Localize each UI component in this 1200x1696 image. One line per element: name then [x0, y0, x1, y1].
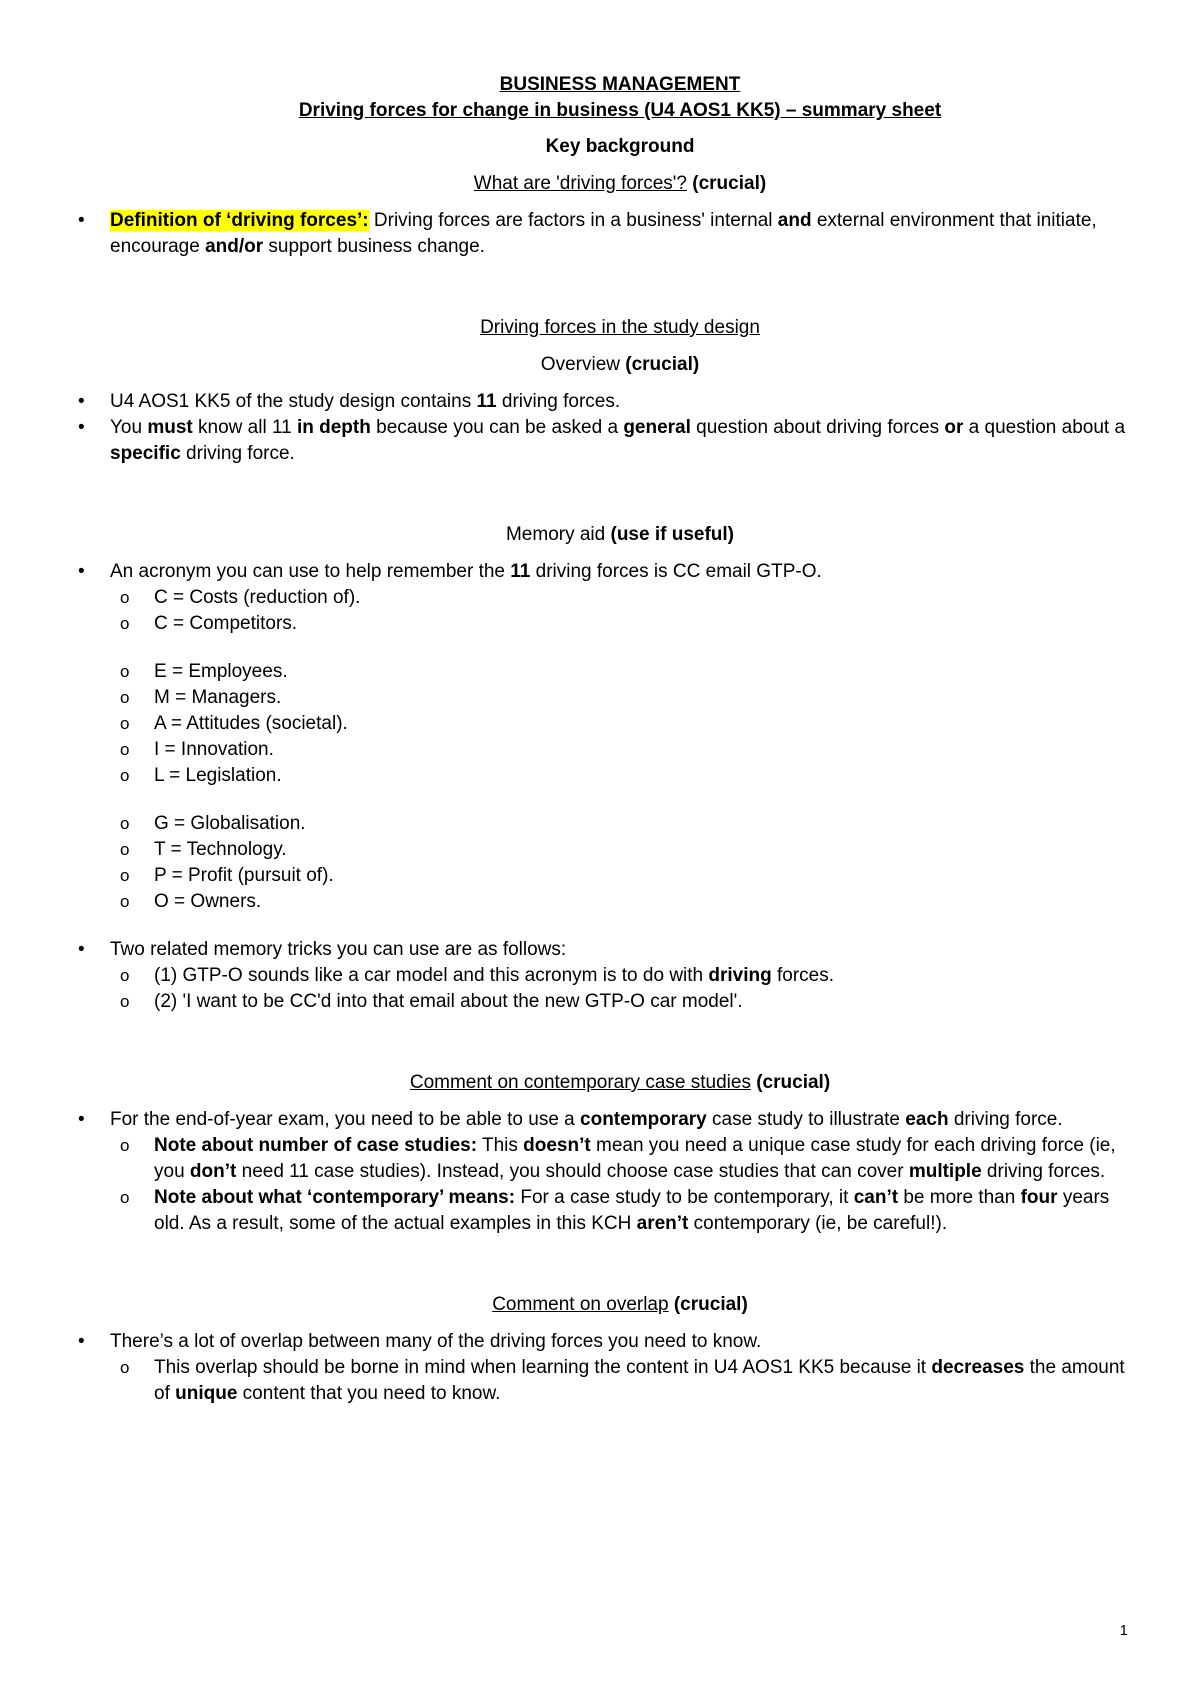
heading-text: What are 'driving forces'?	[473, 173, 687, 194]
acronym-text: I = Innovation.	[154, 739, 274, 760]
heading-overlap	[110, 1292, 1130, 1318]
acronym-text: T = Technology.	[154, 839, 287, 860]
text-run: content that you need to know.	[237, 1383, 501, 1404]
text-run: external environment that initiate, encourage	[110, 210, 1097, 257]
heading-tag: (crucial)	[673, 1294, 748, 1315]
spacer	[110, 637, 1130, 659]
heading-text: Overview	[540, 354, 626, 375]
note-contemporary-meaning	[120, 1185, 1130, 1237]
overlap-list	[78, 1329, 1130, 1407]
text-run: This	[477, 1135, 524, 1156]
text-run: You	[110, 417, 148, 438]
text-run: driving forces is CC email GTP-O.	[530, 561, 822, 582]
heading-tag: (crucial)	[756, 1072, 831, 1093]
bold-run: contemporary	[580, 1109, 707, 1130]
bold-run: each	[905, 1109, 949, 1130]
bullet-marker: •	[78, 1331, 85, 1352]
acronym-text: A = Attitudes (societal).	[154, 713, 348, 734]
note-label: Note about number of case studies:	[154, 1135, 478, 1156]
document-content	[78, 72, 1130, 1407]
acronym-letter	[120, 711, 1130, 737]
sub-marker: o	[120, 766, 130, 785]
heading-what-are-driving-forces	[110, 171, 1130, 197]
text-run: question about driving forces	[690, 417, 945, 438]
text-run: (1) GTP-O sounds like a car model and this acronym is to do with	[154, 965, 709, 986]
sub-marker: o	[120, 688, 130, 707]
text-run: driving force.	[948, 1109, 1063, 1130]
text-run: mean you need a unique case study for each driving force (ie, you	[154, 1135, 1116, 1182]
sub-marker: o	[120, 966, 130, 985]
bold-run: multiple	[908, 1161, 982, 1182]
text-run: need 11 case studies). Instead, you should choose case studies that can cover	[236, 1161, 909, 1182]
acronym-letter	[120, 611, 1130, 637]
overview-item-1	[78, 389, 1130, 415]
overlap-sub-list	[110, 1355, 1130, 1407]
sub-marker: o	[120, 1188, 130, 1207]
heading-case-studies	[110, 1070, 1130, 1096]
sub-marker: o	[120, 866, 130, 885]
bold-run: specific	[110, 443, 181, 464]
bold-run: decreases	[931, 1357, 1025, 1378]
heading-study-design: Driving forces in the study design	[480, 317, 760, 338]
text-run: know all 11	[192, 417, 297, 438]
bullet-marker: •	[78, 561, 85, 582]
bold-run: don’t	[189, 1161, 237, 1182]
text-run: forces.	[771, 965, 835, 986]
text-run: For a case study to be contemporary, it	[515, 1187, 854, 1208]
sub-marker: o	[120, 714, 130, 733]
heading-memory-aid	[110, 522, 1130, 548]
heading-text: Memory aid	[505, 524, 611, 545]
spacer	[110, 915, 1130, 937]
sub-marker: o	[120, 840, 130, 859]
memory-tricks-item	[78, 937, 1130, 1015]
bold-run: four	[1020, 1187, 1058, 1208]
acronym-text: G = Globalisation.	[154, 813, 306, 834]
bold-run: must	[147, 417, 193, 438]
overview-list	[78, 389, 1130, 467]
text-run: Two related memory tricks you can use are as follows:	[110, 939, 567, 960]
text-run: U4 AOS1 KK5 of the study design contains	[110, 391, 477, 412]
text-run: because you can be asked a	[370, 417, 624, 438]
sub-marker: o	[120, 1136, 130, 1155]
memory-trick-2	[120, 989, 1130, 1015]
text-run: (2) 'I want to be CC'd into that email about the new GTP-O car model'.	[154, 991, 743, 1012]
text-run: contemporary (ie, be careful!).	[688, 1213, 948, 1234]
document-title: Driving forces for change in business (U4 AOS1 KK5) – summary sheet	[298, 100, 942, 121]
bold-run: 11	[510, 561, 531, 582]
bold-run: in depth	[296, 417, 371, 438]
acronym-text: C = Competitors.	[154, 613, 298, 634]
acronym-group-1	[110, 585, 1130, 637]
bullet-marker: •	[78, 417, 85, 438]
text-run: the amount of	[154, 1357, 1125, 1404]
bold-run: doesn’t	[523, 1135, 591, 1156]
sub-marker: o	[120, 892, 130, 911]
sub-marker: o	[120, 1358, 130, 1377]
subject-title: BUSINESS MANAGEMENT	[499, 74, 741, 95]
text-run: a question about a	[963, 417, 1126, 438]
acronym-item	[78, 559, 1130, 937]
overlap-sub-item	[120, 1355, 1130, 1407]
acronym-text: E = Employees.	[154, 661, 288, 682]
acronym-text: P = Profit (pursuit of).	[154, 865, 334, 886]
text-run: This overlap should be borne in mind when learning the content in U4 AOS1 KK5 because it	[154, 1357, 932, 1378]
definition-item	[78, 208, 1130, 260]
bold-run: 11	[476, 391, 497, 412]
acronym-letter	[120, 811, 1130, 837]
text-run: support business change.	[263, 236, 485, 257]
sub-marker: o	[120, 740, 130, 759]
page-number: 1	[1119, 1622, 1128, 1639]
sub-marker: o	[120, 662, 130, 681]
acronym-text: L = Legislation.	[154, 765, 282, 786]
text-run: There’s a lot of overlap between many of the driving forces you need to know.	[110, 1331, 762, 1352]
sub-marker: o	[120, 588, 130, 607]
text-run: Driving forces are factors in a business' internal	[368, 210, 778, 231]
sub-marker: o	[120, 614, 130, 633]
case-studies-item	[78, 1107, 1130, 1237]
case-studies-list	[78, 1107, 1130, 1237]
case-studies-notes	[110, 1133, 1130, 1237]
bold-run: and/or	[205, 236, 264, 257]
definition-list	[78, 208, 1130, 260]
note-label: Note about what ‘contemporary’ means:	[154, 1187, 516, 1208]
bold-run: unique	[175, 1383, 238, 1404]
acronym-letter	[120, 863, 1130, 889]
acronym-group-2	[110, 659, 1130, 789]
text-run: be more than	[898, 1187, 1021, 1208]
heading-text: Comment on contemporary case studies	[409, 1072, 751, 1093]
text-run: driving forces.	[496, 391, 621, 412]
note-number-of-case-studies	[120, 1133, 1130, 1185]
acronym-group-3	[110, 811, 1130, 915]
acronym-letter	[120, 837, 1130, 863]
acronym-letter	[120, 889, 1130, 915]
spacer	[110, 789, 1130, 811]
text-run: driving forces.	[981, 1161, 1106, 1182]
bullet-marker: •	[78, 1109, 85, 1130]
memory-aid-list	[78, 559, 1130, 1015]
text-run: For the end-of-year exam, you need to be able to use a	[110, 1109, 581, 1130]
sub-marker: o	[120, 814, 130, 833]
acronym-text: O = Owners.	[154, 891, 262, 912]
bold-run: general	[623, 417, 691, 438]
bullet-marker: •	[78, 210, 85, 231]
bold-run: or	[944, 417, 964, 438]
overview-item-2	[78, 415, 1130, 467]
bold-run: can’t	[853, 1187, 899, 1208]
bullet-marker: •	[78, 391, 85, 412]
heading-overview	[110, 352, 1130, 378]
text-run: years old. As a result, some of the actual examples in this KCH	[154, 1187, 1110, 1234]
bullet-marker: •	[78, 939, 85, 960]
memory-trick-1	[120, 963, 1130, 989]
heading-tag: (crucial)	[625, 354, 700, 375]
memory-tricks-list	[110, 963, 1130, 1015]
sub-marker: o	[120, 992, 130, 1011]
acronym-text: M = Managers.	[154, 687, 282, 708]
acronym-letter	[120, 737, 1130, 763]
bold-run: and	[777, 210, 812, 231]
acronym-text: C = Costs (reduction of).	[154, 587, 361, 608]
overlap-item	[78, 1329, 1130, 1407]
bold-run: driving	[708, 965, 772, 986]
acronym-letter	[120, 585, 1130, 611]
heading-tag: (crucial)	[692, 173, 767, 194]
acronym-letter	[120, 685, 1130, 711]
definition-label: Definition of ‘driving forces’:	[110, 210, 369, 231]
bold-run: aren’t	[636, 1213, 689, 1234]
acronym-letter	[120, 763, 1130, 789]
acronym-letter	[120, 659, 1130, 685]
text-run: An acronym you can use to help remember the	[110, 561, 511, 582]
text-run: case study to illustrate	[706, 1109, 906, 1130]
section-key-background: Key background	[545, 136, 695, 157]
heading-tag: (use if useful)	[610, 524, 735, 545]
heading-text: Comment on overlap	[492, 1294, 669, 1315]
text-run: driving force.	[180, 443, 295, 464]
